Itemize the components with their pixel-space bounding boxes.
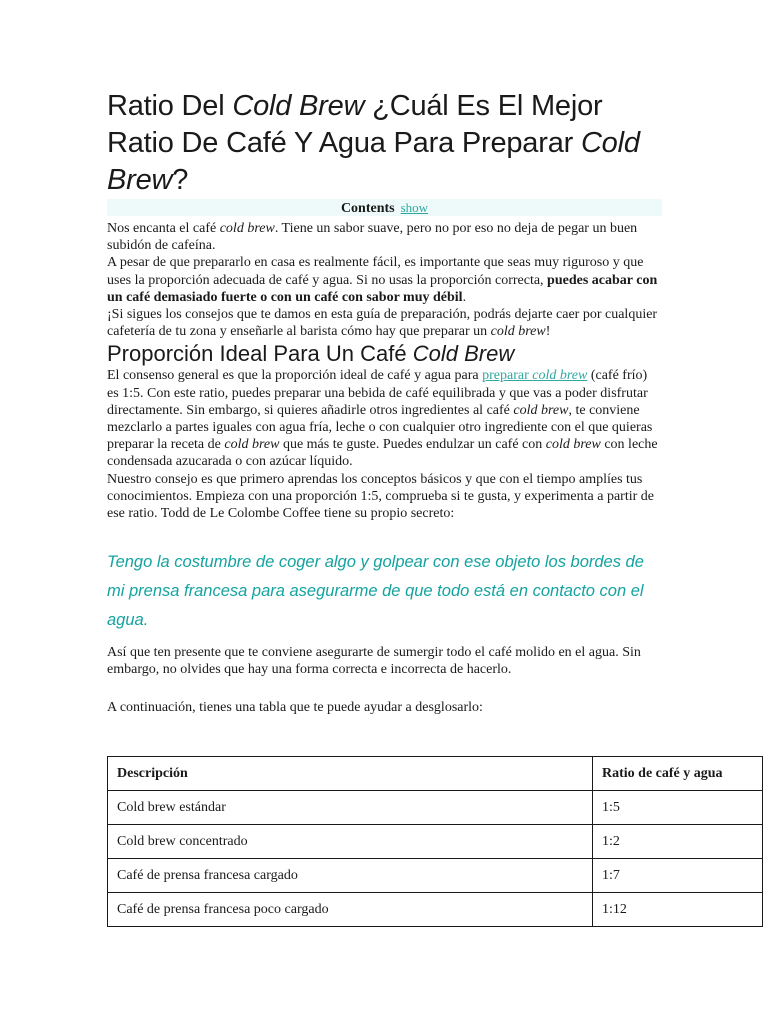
prepare-cold-brew-link[interactable]: preparar cold brew	[482, 368, 588, 384]
after-quote-paragraph: Así que ten presente que te conviene asegurarte de sumergir todo el café molido en el agua. Sin embargo, no olvides que hay una forma correcta e incorrecta de hacerlo.	[107, 645, 641, 678]
section-paragraph-1: El consenso general es que la proporción ideal de café y agua para preparar cold brew (café frío) es 1:5. Con este ratio, puedes preparar una bebida de café equilibrada y que vas a poder disfrutar directamente. Sin embargo, si quieres añadirle otros ingredientes al café cold brew, te conviene mezclarlo a partes iguales con agua fría, leche o con cualquier otro ingrediente con el que quieras preparar la receta de cold brew que más te guste. Puedes endulzar un café con cold brew con leche condensada azucarada o con azúcar líquido.	[107, 368, 658, 470]
table-row	[108, 859, 763, 893]
toc-label: Contents	[340, 201, 395, 216]
table-of-contents	[107, 199, 662, 216]
article	[107, 88, 662, 716]
table-cell-description: Café de prensa francesa cargado	[108, 859, 593, 893]
column-header-ratio: Ratio de café y agua	[593, 757, 763, 791]
table-header-row	[108, 757, 763, 791]
table-cell-ratio: 1:2	[593, 825, 763, 859]
section-paragraph-2: Nuestro consejo es que primero aprendas los conceptos básicos y que con el tiempo amplíes tus conocimientos. Empieza con una proporción 1:5, comprueba si te gusta, y experimenta a partir de ese ratio. Todd de Le Colombe Coffee tiene su propio secreto:	[107, 471, 654, 522]
table-row	[108, 791, 763, 825]
page-title: Ratio Del Cold Brew ¿Cuál Es El Mejor Ratio De Café Y Agua Para Preparar Cold Brew?	[107, 90, 640, 196]
intro-paragraph-3: ¡Si sigues los consejos que te damos en esta guía de preparación, podrás dejarte caer por cualquier cafetería de tu zona y enseñarle al barista cómo hay que preparar un cold brew!	[107, 307, 658, 340]
column-header-description: Descripción	[108, 757, 593, 791]
table-row	[108, 825, 763, 859]
ratio-table	[107, 756, 763, 927]
toc-show-toggle[interactable]: show	[400, 200, 429, 215]
table-intro-paragraph: A continuación, tienes una tabla que te puede ayudar a desglosarlo:	[107, 699, 483, 715]
intro-paragraph-1: Nos encanta el café cold brew. Tiene un sabor suave, pero no por eso no deja de pegar un buen subidón de cafeína.	[107, 221, 638, 254]
table-cell-ratio: 1:12	[593, 893, 763, 927]
table-cell-description: Café de prensa francesa poco cargado	[108, 893, 593, 927]
intro-paragraph-2: A pesar de que prepararlo en casa es realmente fácil, es importante que seas muy riguroso y que uses la proporción adecuada de café y agua. Si no usas la proporción correcta, puedes acabar con un café demasiado fuerte o con un café con sabor muy débil.	[107, 255, 658, 305]
table-cell-description: Cold brew estándar	[108, 791, 593, 825]
table-cell-ratio: 1:5	[593, 791, 763, 825]
table-row	[108, 893, 763, 927]
section-heading: Proporción Ideal Para Un Café Cold Brew	[107, 341, 515, 367]
table-cell-description: Cold brew concentrado	[108, 825, 593, 859]
table-cell-ratio: 1:7	[593, 859, 763, 893]
pull-quote: Tengo la costumbre de coger algo y golpear con ese objeto los bordes de mi prensa francesa para asegurarme de que todo está en contacto con el agua.	[107, 553, 644, 630]
